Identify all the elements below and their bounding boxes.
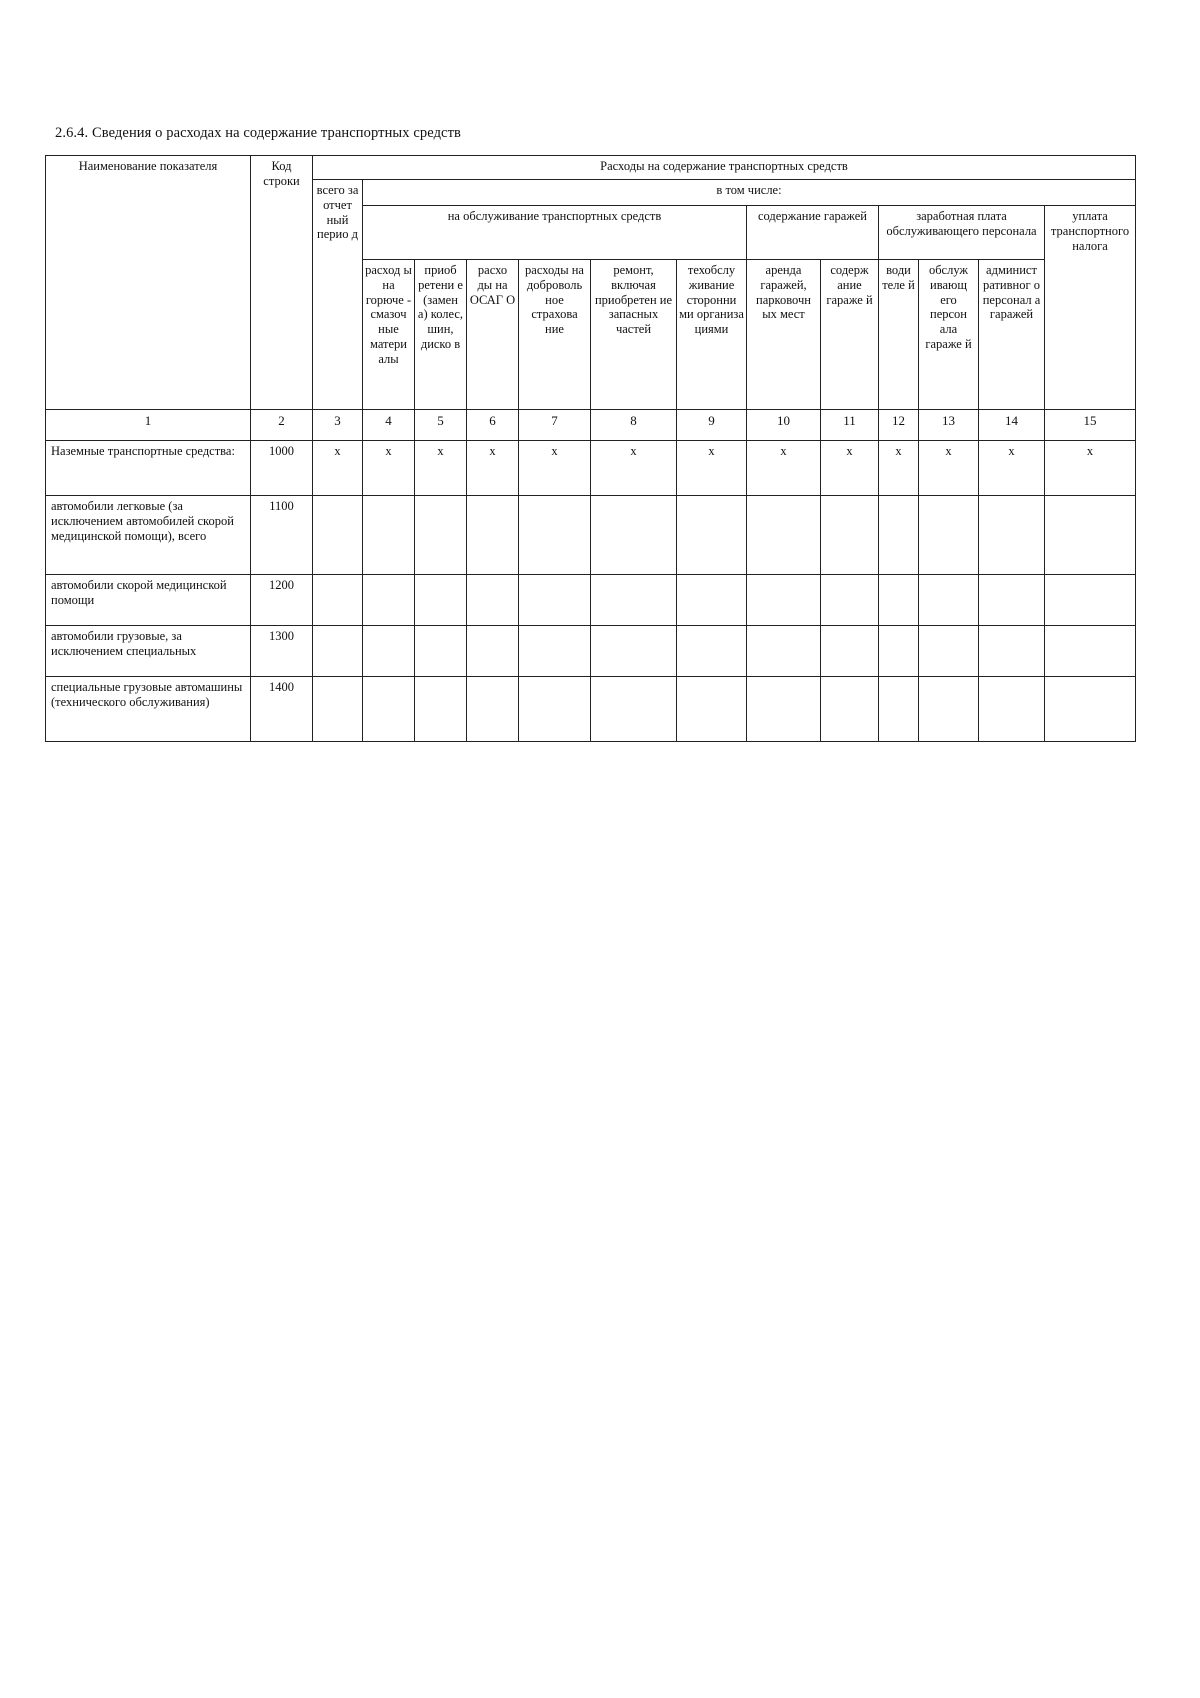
row-name: автомобили легковые (за исключением автомобилей скорой медицинской помощи), всего <box>46 496 251 575</box>
table-row <box>46 677 1136 742</box>
value-cell <box>821 575 879 626</box>
header-osago: расхо ды на ОСАГ О <box>467 260 519 410</box>
column-number: 14 <box>979 410 1045 441</box>
value-cell <box>363 496 415 575</box>
header-salary-group: заработная плата обслуживающего персонала <box>879 206 1045 260</box>
column-number: 2 <box>251 410 313 441</box>
header-drivers: води теле й <box>879 260 919 410</box>
value-cell <box>677 626 747 677</box>
value-cell <box>467 496 519 575</box>
value-cell: x <box>821 441 879 496</box>
header-tires: приоб ретени е (замен а) колес, шин, диско в <box>415 260 467 410</box>
header-total: всего за отчет ный перио д <box>313 180 363 410</box>
header-including: в том числе: <box>363 180 1136 206</box>
header-repair: ремонт, включая приобретен ие запасных частей <box>591 260 677 410</box>
value-cell <box>677 496 747 575</box>
value-cell <box>519 575 591 626</box>
column-number: 8 <box>591 410 677 441</box>
value-cell <box>1045 677 1136 742</box>
value-cell <box>879 575 919 626</box>
value-cell <box>919 677 979 742</box>
value-cell <box>1045 626 1136 677</box>
value-cell <box>919 496 979 575</box>
column-number: 3 <box>313 410 363 441</box>
column-number: 15 <box>1045 410 1136 441</box>
value-cell <box>979 496 1045 575</box>
value-cell: x <box>591 441 677 496</box>
value-cell <box>467 677 519 742</box>
row-name: Наземные транспортные средства: <box>46 441 251 496</box>
value-cell <box>415 677 467 742</box>
value-cell: x <box>313 441 363 496</box>
value-cell <box>747 575 821 626</box>
header-garage-group: содержание гаражей <box>747 206 879 260</box>
value-cell: x <box>677 441 747 496</box>
row-code: 1200 <box>251 575 313 626</box>
value-cell: x <box>467 441 519 496</box>
value-cell <box>591 677 677 742</box>
value-cell <box>467 626 519 677</box>
header-name: Наименование показателя <box>46 156 251 410</box>
column-number: 10 <box>747 410 821 441</box>
row-code: 1000 <box>251 441 313 496</box>
section-title: 2.6.4. Сведения о расходах на содержание транспортных средств <box>55 125 461 141</box>
table-body <box>46 441 1136 742</box>
value-cell <box>677 575 747 626</box>
value-cell <box>919 626 979 677</box>
value-cell <box>313 575 363 626</box>
header-service-staff: обслуж ивающ его персон ала гараже й <box>919 260 979 410</box>
column-number: 4 <box>363 410 415 441</box>
row-name: автомобили скорой медицинской помощи <box>46 575 251 626</box>
value-cell <box>1045 496 1136 575</box>
header-garage-upkeep: содерж ание гараже й <box>821 260 879 410</box>
value-cell: x <box>747 441 821 496</box>
value-cell <box>313 677 363 742</box>
value-cell: x <box>919 441 979 496</box>
value-cell: x <box>979 441 1045 496</box>
column-number: 13 <box>919 410 979 441</box>
value-cell <box>591 575 677 626</box>
column-number: 11 <box>821 410 879 441</box>
value-cell <box>415 626 467 677</box>
value-cell <box>591 626 677 677</box>
table-row <box>46 441 1136 496</box>
value-cell <box>979 626 1045 677</box>
value-cell <box>363 626 415 677</box>
value-cell <box>879 677 919 742</box>
value-cell <box>979 677 1045 742</box>
header-voluntary-insurance: расходы на доброволь ное страхова ние <box>519 260 591 410</box>
value-cell: x <box>363 441 415 496</box>
column-number: 1 <box>46 410 251 441</box>
column-number: 12 <box>879 410 919 441</box>
value-cell <box>415 575 467 626</box>
value-cell <box>313 626 363 677</box>
header-maintenance: техобслу живание сторонни ми организа циями <box>677 260 747 410</box>
value-cell <box>747 626 821 677</box>
row-code: 1300 <box>251 626 313 677</box>
value-cell <box>821 677 879 742</box>
table-row <box>46 575 1136 626</box>
value-cell <box>979 575 1045 626</box>
value-cell <box>519 626 591 677</box>
header-service-group: на обслуживание транспортных средств <box>363 206 747 260</box>
value-cell <box>879 626 919 677</box>
value-cell <box>313 496 363 575</box>
column-numbers-row <box>46 410 1136 441</box>
column-number: 6 <box>467 410 519 441</box>
value-cell <box>519 496 591 575</box>
row-code: 1100 <box>251 496 313 575</box>
value-cell <box>519 677 591 742</box>
value-cell: x <box>519 441 591 496</box>
value-cell <box>677 677 747 742</box>
value-cell: x <box>1045 441 1136 496</box>
row-name: специальные грузовые автомашины (технического обслуживания) <box>46 677 251 742</box>
value-cell <box>747 496 821 575</box>
value-cell <box>919 575 979 626</box>
table-row <box>46 626 1136 677</box>
header-garage-rent: аренда гаражей, парковочн ых мест <box>747 260 821 410</box>
value-cell <box>363 575 415 626</box>
value-cell <box>1045 575 1136 626</box>
row-code: 1400 <box>251 677 313 742</box>
header-fuel: расход ы на горюче - смазоч ные матери алы <box>363 260 415 410</box>
value-cell: x <box>415 441 467 496</box>
value-cell <box>415 496 467 575</box>
column-number: 9 <box>677 410 747 441</box>
value-cell: x <box>879 441 919 496</box>
value-cell <box>821 626 879 677</box>
column-number: 5 <box>415 410 467 441</box>
expenses-table <box>45 155 1136 742</box>
row-name: автомобили грузовые, за исключением специальных <box>46 626 251 677</box>
value-cell <box>879 496 919 575</box>
value-cell <box>591 496 677 575</box>
value-cell <box>821 496 879 575</box>
header-expenses-group: Расходы на содержание транспортных средств <box>313 156 1136 180</box>
value-cell <box>467 575 519 626</box>
value-cell <box>363 677 415 742</box>
header-tax: уплата транспортного налога <box>1045 206 1136 410</box>
value-cell <box>747 677 821 742</box>
header-admin-staff: админист ративног о персонал а гаражей <box>979 260 1045 410</box>
table-row <box>46 496 1136 575</box>
header-code: Код строки <box>251 156 313 410</box>
column-number: 7 <box>519 410 591 441</box>
